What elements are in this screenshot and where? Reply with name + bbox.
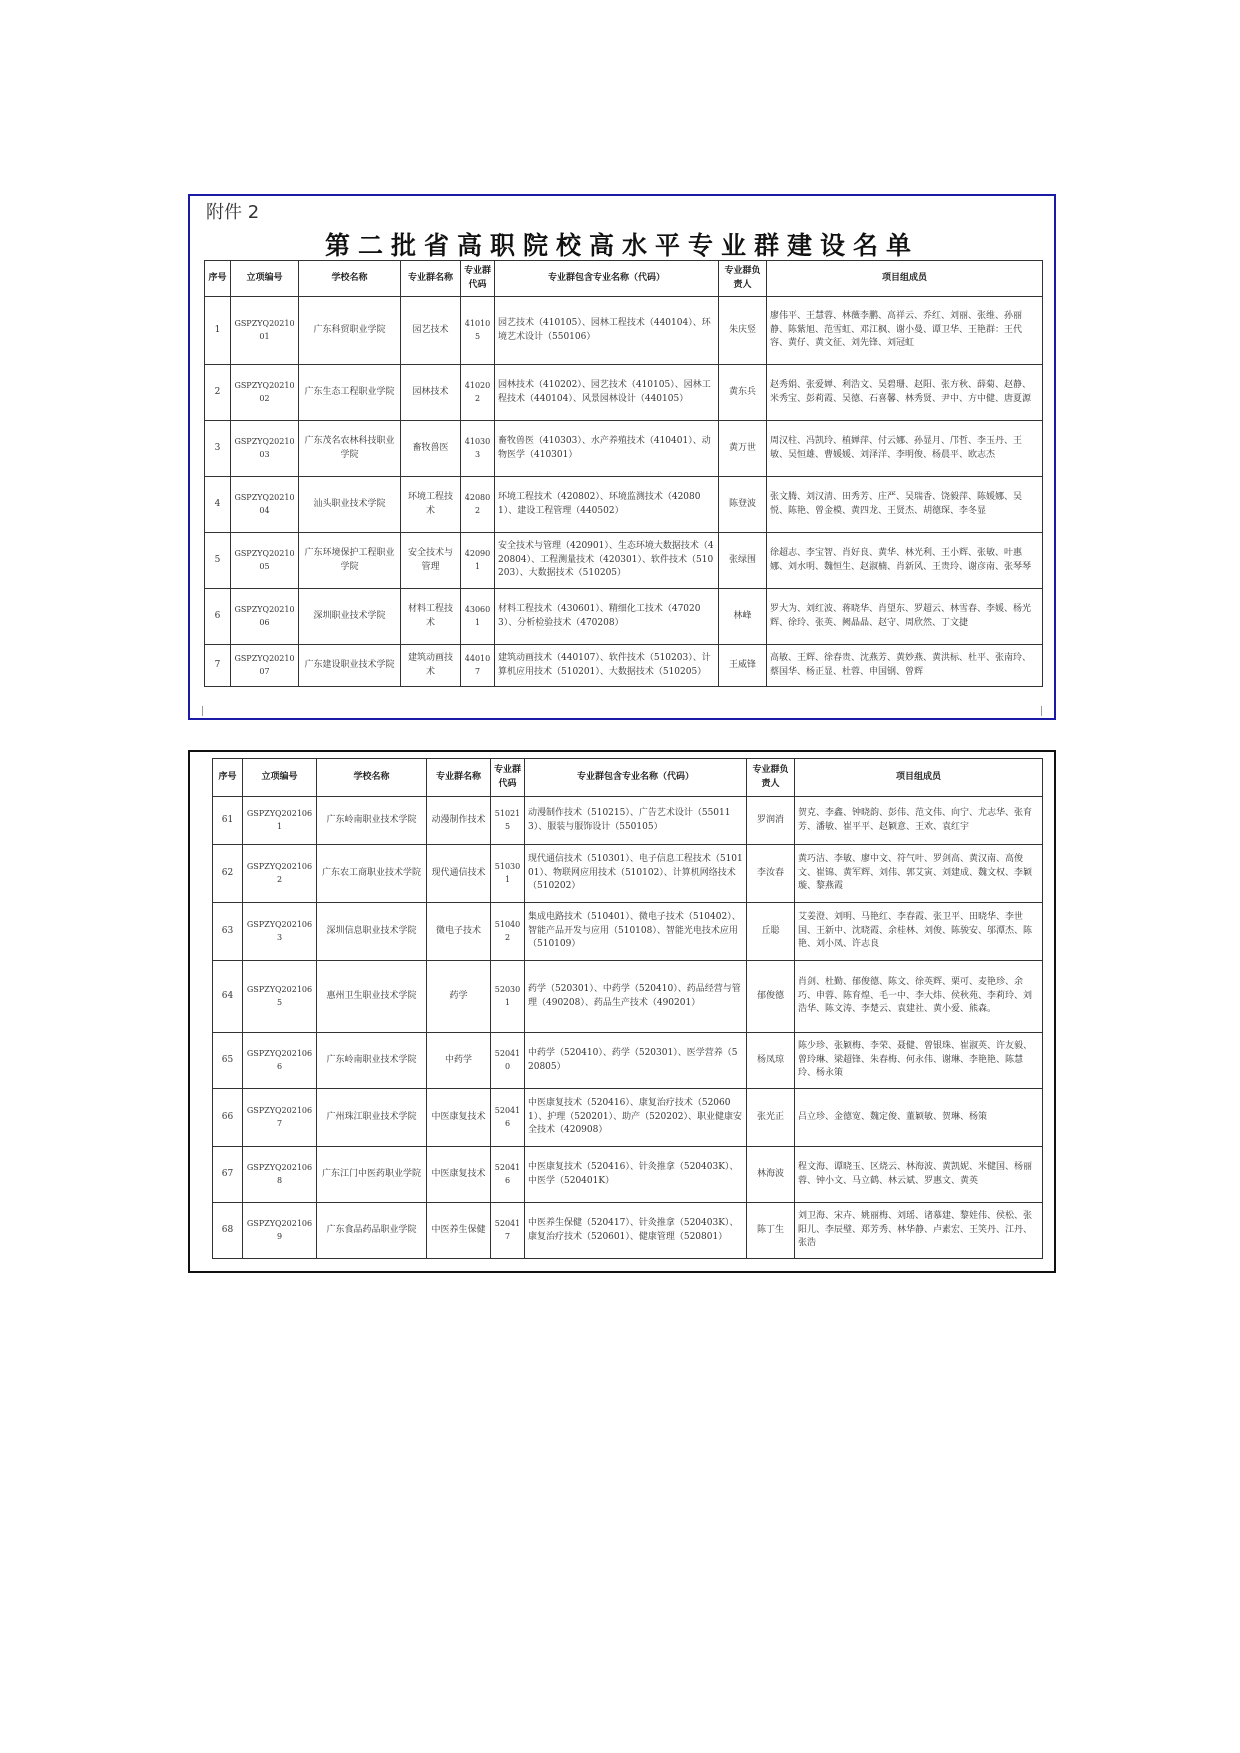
- school-name: 广东茂名农林科技职业学院: [299, 421, 401, 477]
- team-members: 张文腾、刘汉清、田秀芳、庄严、吴瑞香、饶毅萍、陈媛娜、吴悦、陈艳、曾金模、黄四龙、王贤杰、胡德琛、李冬显: [767, 477, 1043, 533]
- group-code: 410202: [461, 365, 495, 421]
- column-header: 专业群代码: [461, 261, 495, 297]
- project-id: GSPZYQ2021068: [243, 1147, 317, 1203]
- column-header: 序号: [205, 261, 231, 297]
- corner-mark: [1041, 706, 1052, 716]
- group-code: 520416: [491, 1089, 525, 1147]
- column-header: 专业群名称: [401, 261, 461, 297]
- team-members: 徐超志、李宝智、肖好良、黄华、林光利、王小辉、张敏、叶惠娜、刘水明、魏恒生、赵淑楠、肖新风、王贵玲、谢彦南、张琴琴: [767, 533, 1043, 589]
- group-leader: 朱庆竖: [719, 297, 767, 365]
- project-id: GSPZYQ2021067: [243, 1089, 317, 1147]
- team-members: 高敏、王辉、徐春贵、沈燕芳、黄妙燕、黄洪标、杜平、张南玲、蔡国华、杨正显、杜蓉、申国钢、曾辉: [767, 645, 1043, 687]
- column-header: 专业群负责人: [719, 261, 767, 297]
- group-leader: 黄东兵: [719, 365, 767, 421]
- project-id: GSPZYQ2021007: [231, 645, 299, 687]
- group-code: 440107: [461, 645, 495, 687]
- school-name: 广东食品药品职业学院: [317, 1203, 427, 1259]
- team-members: 陈少珍、张颖梅、李荣、聂健、曾银珠、崔淑英、许友毅、曾玲琳、梁超锋、朱春梅、何永伟、谢琳、李艳艳、陈慧玲、杨永策: [795, 1033, 1043, 1089]
- included-majors: 建筑动画技术（440107）、软件技术（510203）、计算机应用技术（510201）、大数据技术（510205）: [495, 645, 719, 687]
- team-members: 贺克、李鑫、钟晓韵、彭伟、范文伟、向宁、尤志华、张育芳、潘敏、崔平平、赵颖意、王欢、袁红宇: [795, 797, 1043, 845]
- school-name: 广东建设职业技术学院: [299, 645, 401, 687]
- group-leader: 丘聪: [747, 903, 795, 961]
- row-number: 61: [213, 797, 243, 845]
- group-name: 动漫制作技术: [427, 797, 491, 845]
- school-name: 广东科贸职业学院: [299, 297, 401, 365]
- column-header: 专业群名称: [427, 759, 491, 797]
- row-number: 4: [205, 477, 231, 533]
- included-majors: 材料工程技术（430601）、精细化工技术（470203）、分析检验技术（470208）: [495, 589, 719, 645]
- included-majors: 中医养生保健（520417）、针灸推拿（520403K）、康复治疗技术（520601）、健康管理（520801）: [525, 1203, 747, 1259]
- included-majors: 集成电路技术（510401）、微电子技术（510402）、智能产品开发与应用（510108）、智能光电技术应用（510109）: [525, 903, 747, 961]
- row-number: 2: [205, 365, 231, 421]
- group-code: 520410: [491, 1033, 525, 1089]
- table-row: [205, 533, 1043, 589]
- group-code: 520417: [491, 1203, 525, 1259]
- row-number: 7: [205, 645, 231, 687]
- included-majors: 现代通信技术（510301）、电子信息工程技术（510101）、物联网应用技术（510102）、计算机网络技术（510202）: [525, 845, 747, 903]
- project-id: GSPZYQ2021063: [243, 903, 317, 961]
- group-code: 410303: [461, 421, 495, 477]
- table-row: [205, 297, 1043, 365]
- row-number: 68: [213, 1203, 243, 1259]
- team-members: 艾姜澄、刘明、马艳红、李春霞、张卫平、田晓华、李世国、王新中、沈晓霞、余桂林、刘俊、陈骏安、邬潭杰、陈艳、刘小凤、许志良: [795, 903, 1043, 961]
- group-name: 中医康复技术: [427, 1089, 491, 1147]
- table-row: [205, 645, 1043, 687]
- included-majors: 中药学（520410）、药学（520301）、医学营养（520805）: [525, 1033, 747, 1089]
- column-header: 学校名称: [299, 261, 401, 297]
- group-name: 中医康复技术: [427, 1147, 491, 1203]
- team-members: 罗大为、刘红波、蒋晓华、肖望东、罗超云、林雪春、李媛、杨光辉、徐玲、张英、阙晶晶、赵守、周欣然、丁文捷: [767, 589, 1043, 645]
- group-code: 420901: [461, 533, 495, 589]
- project-table-continued: [212, 758, 1043, 1259]
- project-id: GSPZYQ2021004: [231, 477, 299, 533]
- document-page-1: [188, 194, 1056, 720]
- group-name: 药学: [427, 961, 491, 1033]
- school-name: 广东农工商职业技术学院: [317, 845, 427, 903]
- group-leader: 郁俊德: [747, 961, 795, 1033]
- group-name: 畜牧兽医: [401, 421, 461, 477]
- included-majors: 中医康复技术（520416）、针灸推拿（520403K）、中医学（520401K）: [525, 1147, 747, 1203]
- included-majors: 园林技术（410202）、园艺技术（410105）、园林工程技术（440104）、风景园林设计（440105）: [495, 365, 719, 421]
- column-header: 专业群包含专业名称（代码）: [525, 759, 747, 797]
- document-page-2: [188, 750, 1056, 1273]
- included-majors: 动漫制作技术（510215）、广告艺术设计（550113）、服装与服饰设计（550105）: [525, 797, 747, 845]
- included-majors: 中医康复技术（520416）、康复治疗技术（520601）、护理（520201）、助产（520202）、职业健康安全技术（420908）: [525, 1089, 747, 1147]
- group-code: 510301: [491, 845, 525, 903]
- team-members: 刘卫海、宋卉、姚丽梅、刘瑶、诸慕建、黎娃伟、侯松、张阳儿、李辰璧、郑芳秀、林华静、卢素宏、王笑丹、江丹、张浩: [795, 1203, 1043, 1259]
- column-header: 序号: [213, 759, 243, 797]
- group-leader: 李汝春: [747, 845, 795, 903]
- group-name: 安全技术与管理: [401, 533, 461, 589]
- group-leader: 罗润消: [747, 797, 795, 845]
- school-name: 深圳信息职业技术学院: [317, 903, 427, 961]
- included-majors: 环境工程技术（420802）、环境监测技术（420801）、建设工程管理（440502）: [495, 477, 719, 533]
- included-majors: 园艺技术（410105）、园林工程技术（440104）、环境艺术设计（550106）: [495, 297, 719, 365]
- project-id: GSPZYQ2021006: [231, 589, 299, 645]
- table-row: [205, 421, 1043, 477]
- project-id: GSPZYQ2021061: [243, 797, 317, 845]
- row-number: 64: [213, 961, 243, 1033]
- row-number: 65: [213, 1033, 243, 1089]
- project-id: GSPZYQ2021065: [243, 961, 317, 1033]
- team-members: 赵秀娟、张爱婵、利浩文、吴碧珊、赵阳、张方秋、薛菊、赵静、米秀宝、彭莉霞、吴德、石喜馨、林秀贤、尹中、方中健、唐夏源: [767, 365, 1043, 421]
- group-leader: 林峰: [719, 589, 767, 645]
- project-id: GSPZYQ2021003: [231, 421, 299, 477]
- group-leader: 王威锋: [719, 645, 767, 687]
- school-name: 广州珠江职业技术学院: [317, 1089, 427, 1147]
- group-leader: 陈丁生: [747, 1203, 795, 1259]
- table-row: [213, 1203, 1043, 1259]
- project-id: GSPZYQ2021066: [243, 1033, 317, 1089]
- group-code: 520301: [491, 961, 525, 1033]
- project-id: GSPZYQ2021002: [231, 365, 299, 421]
- group-name: 环境工程技术: [401, 477, 461, 533]
- row-number: 67: [213, 1147, 243, 1203]
- group-name: 中医养生保健: [427, 1203, 491, 1259]
- group-leader: 林海波: [747, 1147, 795, 1203]
- row-number: 3: [205, 421, 231, 477]
- table-row: [213, 961, 1043, 1033]
- project-id: GSPZYQ2021001: [231, 297, 299, 365]
- group-name: 微电子技术: [427, 903, 491, 961]
- group-leader: 张绿围: [719, 533, 767, 589]
- group-name: 中药学: [427, 1033, 491, 1089]
- row-number: 5: [205, 533, 231, 589]
- corner-mark: [192, 706, 203, 716]
- school-name: 广东生态工程职业学院: [299, 365, 401, 421]
- group-code: 410105: [461, 297, 495, 365]
- team-members: 黄巧洁、李敏、廖中文、符气叶、罗剑高、黄汉南、高俊文、崔锦、黄军辉、刘伟、郭艾寅、刘建成、魏文权、李颖璇、黎燕霞: [795, 845, 1043, 903]
- project-id: GSPZYQ2021069: [243, 1203, 317, 1259]
- group-code: 420802: [461, 477, 495, 533]
- team-members: 吕立珍、金德宽、魏定俊、董颖敏、贺琳、杨策: [795, 1089, 1043, 1147]
- table-row: [213, 1033, 1043, 1089]
- column-header: 立项编号: [243, 759, 317, 797]
- group-code: 430601: [461, 589, 495, 645]
- team-members: 程文海、谭晓玉、区烧云、林海波、黄凯妮、米健国、杨丽蓉、钟小文、马立鹤、林云斌、罗惠文、黄英: [795, 1147, 1043, 1203]
- group-code: 510215: [491, 797, 525, 845]
- group-code: 520416: [491, 1147, 525, 1203]
- school-name: 惠州卫生职业技术学院: [317, 961, 427, 1033]
- group-name: 园艺技术: [401, 297, 461, 365]
- school-name: 汕头职业技术学院: [299, 477, 401, 533]
- group-leader: 陈登波: [719, 477, 767, 533]
- group-leader: 张光正: [747, 1089, 795, 1147]
- school-name: 深圳职业技术学院: [299, 589, 401, 645]
- table-row: [205, 477, 1043, 533]
- group-code: 510402: [491, 903, 525, 961]
- row-number: 1: [205, 297, 231, 365]
- table-row: [205, 589, 1043, 645]
- column-header: 专业群负责人: [747, 759, 795, 797]
- row-number: 66: [213, 1089, 243, 1147]
- group-leader: 黄万世: [719, 421, 767, 477]
- row-number: 62: [213, 845, 243, 903]
- project-id: GSPZYQ2021005: [231, 533, 299, 589]
- project-id: GSPZYQ2021062: [243, 845, 317, 903]
- table-row: [213, 1089, 1043, 1147]
- table-row: [213, 797, 1043, 845]
- page-title: 第二批省高职院校高水平专业群建设名单: [324, 231, 919, 260]
- column-header: 专业群代码: [491, 759, 525, 797]
- column-header: 项目组成员: [767, 261, 1043, 297]
- team-members: 周汉柱、冯凯玲、植婵萍、付云娜、孙显月、邝哲、李玉丹、王敏、吴恒雄、曹媛媛、刘泽洋、李明俊、杨晨平、欧志杰: [767, 421, 1043, 477]
- table-row: [213, 1147, 1043, 1203]
- included-majors: 畜牧兽医（410303）、水产养殖技术（410401）、动物医学（410301）: [495, 421, 719, 477]
- school-name: 广东岭南职业技术学院: [317, 797, 427, 845]
- column-header: 学校名称: [317, 759, 427, 797]
- table-row: [213, 845, 1043, 903]
- included-majors: 药学（520301）、中药学（520410）、药品经营与管理（490208）、药品生产技术（490201）: [525, 961, 747, 1033]
- school-name: 广东江门中医药职业学院: [317, 1147, 427, 1203]
- column-header: 专业群包含专业名称（代码）: [495, 261, 719, 297]
- row-number: 6: [205, 589, 231, 645]
- column-header: 立项编号: [231, 261, 299, 297]
- column-header: 项目组成员: [795, 759, 1043, 797]
- school-name: 广东环境保护工程职业学院: [299, 533, 401, 589]
- annex-label: 附件 2: [206, 202, 260, 223]
- project-table: [204, 260, 1043, 687]
- row-number: 63: [213, 903, 243, 961]
- team-members: 肖剑、杜勤、郁俊德、陈文、徐英辉、栗可、麦艳珍、余巧、申蓉、陈育煌、毛一中、李大炜、侯秋苑、李莉玲、刘浩华、陈文涛、李楚云、袁建社、黄小爱、熊森。: [795, 961, 1043, 1033]
- group-name: 建筑动画技术: [401, 645, 461, 687]
- included-majors: 安全技术与管理（420901）、生态环境大数据技术（420804）、工程测量技术（420301）、软件技术（510203）、大数据技术（510205）: [495, 533, 719, 589]
- group-name: 园林技术: [401, 365, 461, 421]
- group-name: 材料工程技术: [401, 589, 461, 645]
- team-members: 廖伟平、王慧蓉、林薇李鹏、高祥云、乔红、刘丽、张维、孙丽静、陈紫旭、范雪虹、邓江枫、谢小曼、谭卫华、王艳群：王代容、黄仔、黄文征、刘先锋、刘冠虹: [767, 297, 1043, 365]
- table-row: [205, 365, 1043, 421]
- school-name: 广东岭南职业技术学院: [317, 1033, 427, 1089]
- group-name: 现代通信技术: [427, 845, 491, 903]
- table-row: [213, 903, 1043, 961]
- group-leader: 杨凤琼: [747, 1033, 795, 1089]
